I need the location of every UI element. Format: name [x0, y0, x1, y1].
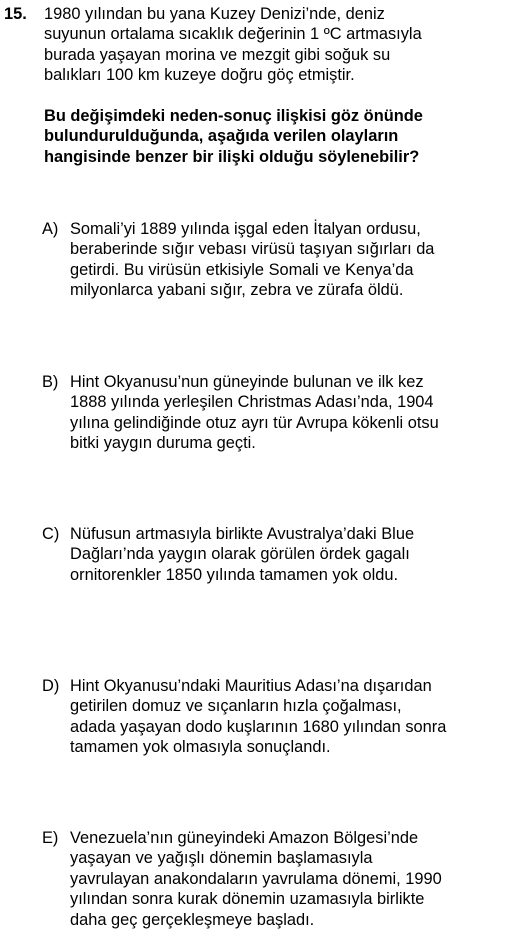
option-letter: B) [42, 373, 59, 391]
question-prompt: Bu değişimdeki neden-sonuç ilişkisi göz önünde bulundurulduğunda, aşağıda verilen olayların hangisinde benzer bir ilişki olduğu söylenebilir? [44, 107, 423, 166]
option-text: Hint Okyanusu’ndaki Mauritius Adası’na dışarıdan getirilen domuz ve sıçanların hızla çoğalması, adada yaşayan dodo kuşlarının 1680 yılından sonra tamamen yok olmasıyla sonuçlandı. [70, 677, 447, 757]
option-letter: A) [42, 220, 59, 238]
option-letter: E) [42, 829, 59, 847]
option-text: Hint Okyanusu’nun güneyinde bulunan ve ilk kez 1888 yılında yerleşilen Christmas Adası’nda, 1904 yılına gelindiğinde otuz ayrı tür Avrupa kökenli otsu bitki yaygın duruma geçti. [70, 373, 439, 453]
question-stem: 1980 yılından bu yana Kuzey Denizi’nde, deniz suyunun ortalama sıcaklık değerinin 1 ºC artmasıyla burada yaşayan morina ve mezgit gibi soğuk su balıkları 100 km kuzeye doğru göç etmiştir. [44, 5, 422, 85]
option-text: Venezuela’nın güneyindeki Amazon Bölgesi’nde yaşayan ve yağışlı dönemin başlamasıyla yavrulayan anakondaların yavrulama dönemi, 1990 yılından sonra kurak dönemin uzamasıyla birlikte daha geç gerçekleşmeye başladı. [70, 829, 442, 929]
question-number: 15. [4, 5, 27, 23]
option-text: Somali’yi 1889 yılında işgal eden İtalyan ordusu, beraberinde sığır vebası virüsü taşıyan sığırları da getirdi. Bu virüsün etkisiyle Somali ve Kenya’da milyonlarca yabani sığır, zebra ve zürafa öldü. [70, 220, 435, 300]
option-text: Nüfusun artmasıyla birlikte Avustralya’daki Blue Dağları’nda yaygın olarak görülen ördek gagalı ornitorenkler 1850 yılında tamamen yok oldu. [70, 525, 415, 584]
option-letter: D) [42, 677, 60, 695]
option-letter: C) [42, 525, 60, 543]
